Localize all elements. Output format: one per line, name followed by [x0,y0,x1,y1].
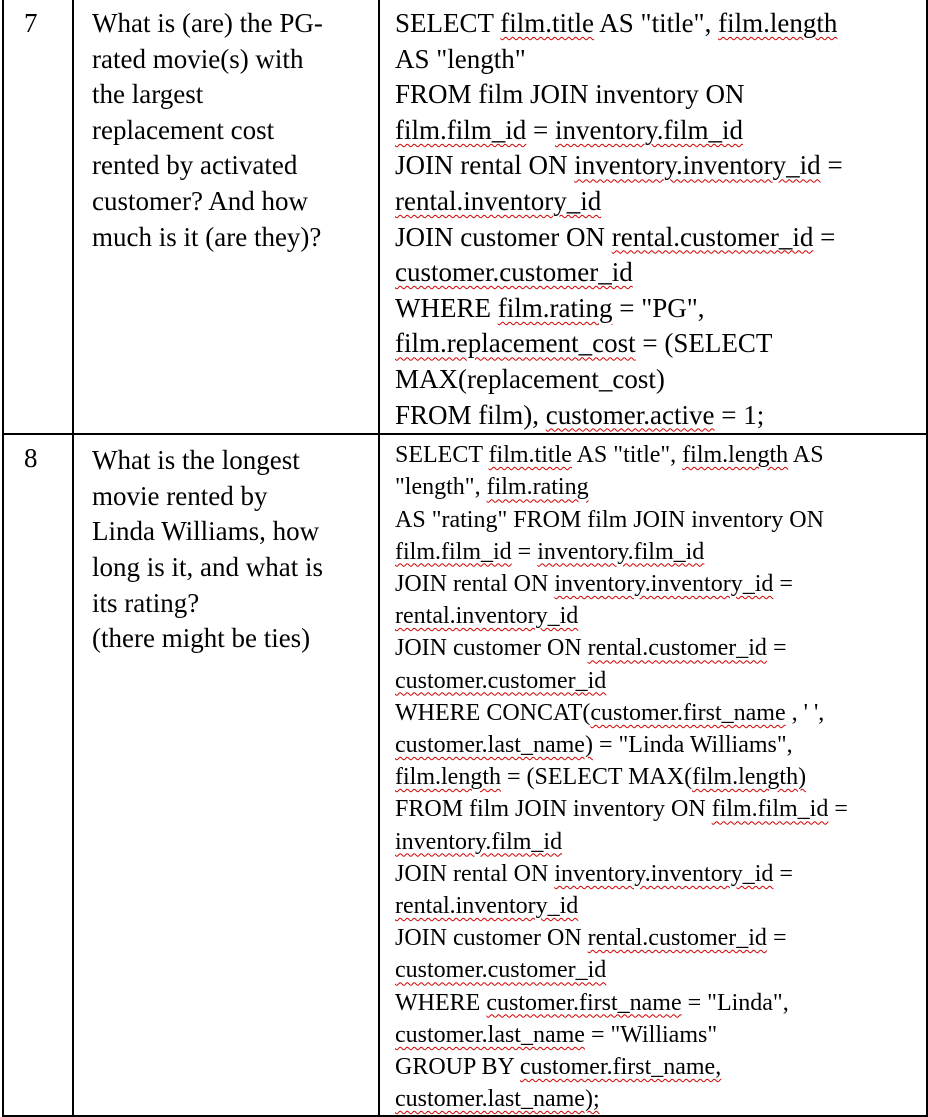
table-row [3,0,927,434]
spell-marked-token: film.rating [497,292,613,323]
sql-line [395,826,926,858]
sql-line: JOIN customer ON rental.customer_id = [395,635,787,662]
sql-line: JOIN rental ON inventory.inventory_id = [395,150,843,181]
sql-line [395,665,926,697]
sql-line: WHERE film.rating = "PG", [395,292,705,323]
sql-line: SELECT film.title AS "title", film.length [395,8,838,38]
spell-marked-token: film.film_id [395,114,527,145]
sql-line: FROM film JOIN inventory ON [395,79,745,110]
sql-line: film.film_id = inventory.film_id [395,114,743,145]
question-line: long is it, and what is [92,551,323,582]
spell-marked-token: customer.first_name [590,699,786,726]
question-line: Linda Williams, how [92,516,320,547]
spell-marked-token: inventory.film_id [395,828,563,855]
spell-marked-token: inventory.inventory_id [574,150,821,181]
question-line: rated movie(s) with [92,43,304,74]
question-line: movie rented by [92,480,268,511]
spell-marked-token: inventory.film_id [537,538,705,565]
qa-table [2,0,928,1117]
sql-cell [379,0,927,434]
sql-line: customer.last_name) = "Linda Williams", [395,731,793,758]
question-line: (there might be ties) [92,623,311,654]
question-line: rented by activated [92,150,298,181]
sql-line: AS "rating" FROM film JOIN inventory ON [395,506,824,533]
sql-line: WHERE CONCAT(customer.first_name , ' ', [395,699,825,726]
sql-line: FROM film JOIN inventory ON film.film_id = [395,796,848,823]
question-line: much is it (are they)? [92,221,322,252]
spell-marked-token: rental.customer_id [587,925,767,952]
spell-marked-token: film.length [682,442,789,469]
spell-marked-token: customer.first_name [486,989,682,1016]
spell-marked-token: inventory.inventory_id [554,570,774,597]
spell-marked-token: customer.active [545,399,715,430]
row-number: 8 [24,443,38,474]
table-row [3,434,927,1116]
question-line: What is (are) the PG- [92,8,323,38]
spell-marked-token: film.length [718,8,838,38]
spell-marked-token: rental.customer_id [611,221,814,252]
sql-line: AS "length" [395,43,526,74]
spell-marked-token: customer.customer_id [395,667,607,694]
sql-line: WHERE customer.first_name = "Linda", [395,989,789,1016]
sql-line [395,600,926,632]
spell-marked-token: film.title [500,8,595,38]
row-number-cell [3,434,73,1116]
sql-line: film.replacement_cost = (SELECT [395,328,773,359]
question-line: the largest [92,79,204,110]
sql-line: JOIN customer ON rental.customer_id = [395,221,836,252]
spell-marked-token: customer.customer_id [395,257,633,288]
sql-line: "length", film.rating [395,474,589,501]
sql-line: film.length = (SELECT MAX(film.length) [395,764,807,791]
spell-marked-token: inventory.inventory_id [554,860,774,887]
spell-marked-token: rental.inventory_id [395,185,602,216]
spell-marked-token: film.replacement_cost [395,328,636,359]
sql-line: JOIN rental ON inventory.inventory_id = [395,860,793,887]
spell-marked-token: film.length) [692,764,807,791]
sql-cell [379,434,927,1116]
sql-line: SELECT film.title AS "title", film.length AS [395,442,824,469]
spell-marked-token: customer.last_name [395,1021,585,1048]
spell-marked-token: rental.inventory_id [395,603,579,630]
spell-marked-token: rental.inventory_id [395,892,579,919]
spell-marked-token: film.title [488,442,572,469]
sql-line [395,184,926,220]
sql-line [395,1083,926,1115]
spell-marked-token: customer.last_name) [395,731,593,758]
spell-marked-token: film.rating [486,474,589,501]
sql-line [395,255,926,291]
sql-line: FROM film), customer.active = 1; [395,399,765,430]
question-cell [73,434,379,1116]
question-line: What is the longest [92,445,300,476]
question-line: customer? And how [92,185,308,216]
spell-marked-token: customer.last_name); [395,1086,600,1113]
sql-line: film.film_id = inventory.film_id [395,538,705,565]
spell-marked-token: customer.customer_id [395,957,607,984]
question-line: its rating? [92,587,200,618]
sql-line: JOIN rental ON inventory.inventory_id = [395,570,793,597]
question-line: replacement cost [92,114,275,145]
question-cell [73,0,379,434]
row-number: 7 [24,8,38,38]
spell-marked-token: film.film_id [711,796,829,823]
sql-line [395,954,926,986]
spell-marked-token: customer.first_name, [519,1053,722,1080]
sql-line: MAX(replacement_cost) [395,363,665,394]
sql-line: customer.last_name = "Williams" [395,1021,718,1048]
spell-marked-token: film.length [395,764,501,791]
row-number-cell [3,0,73,434]
sql-line [395,890,926,922]
spell-marked-token: film.film_id [395,538,512,565]
sql-line: GROUP BY customer.first_name, [395,1053,722,1080]
spell-marked-token: inventory.film_id [554,114,743,145]
spell-marked-token: rental.customer_id [587,635,767,662]
sql-line: JOIN customer ON rental.customer_id = [395,925,787,952]
